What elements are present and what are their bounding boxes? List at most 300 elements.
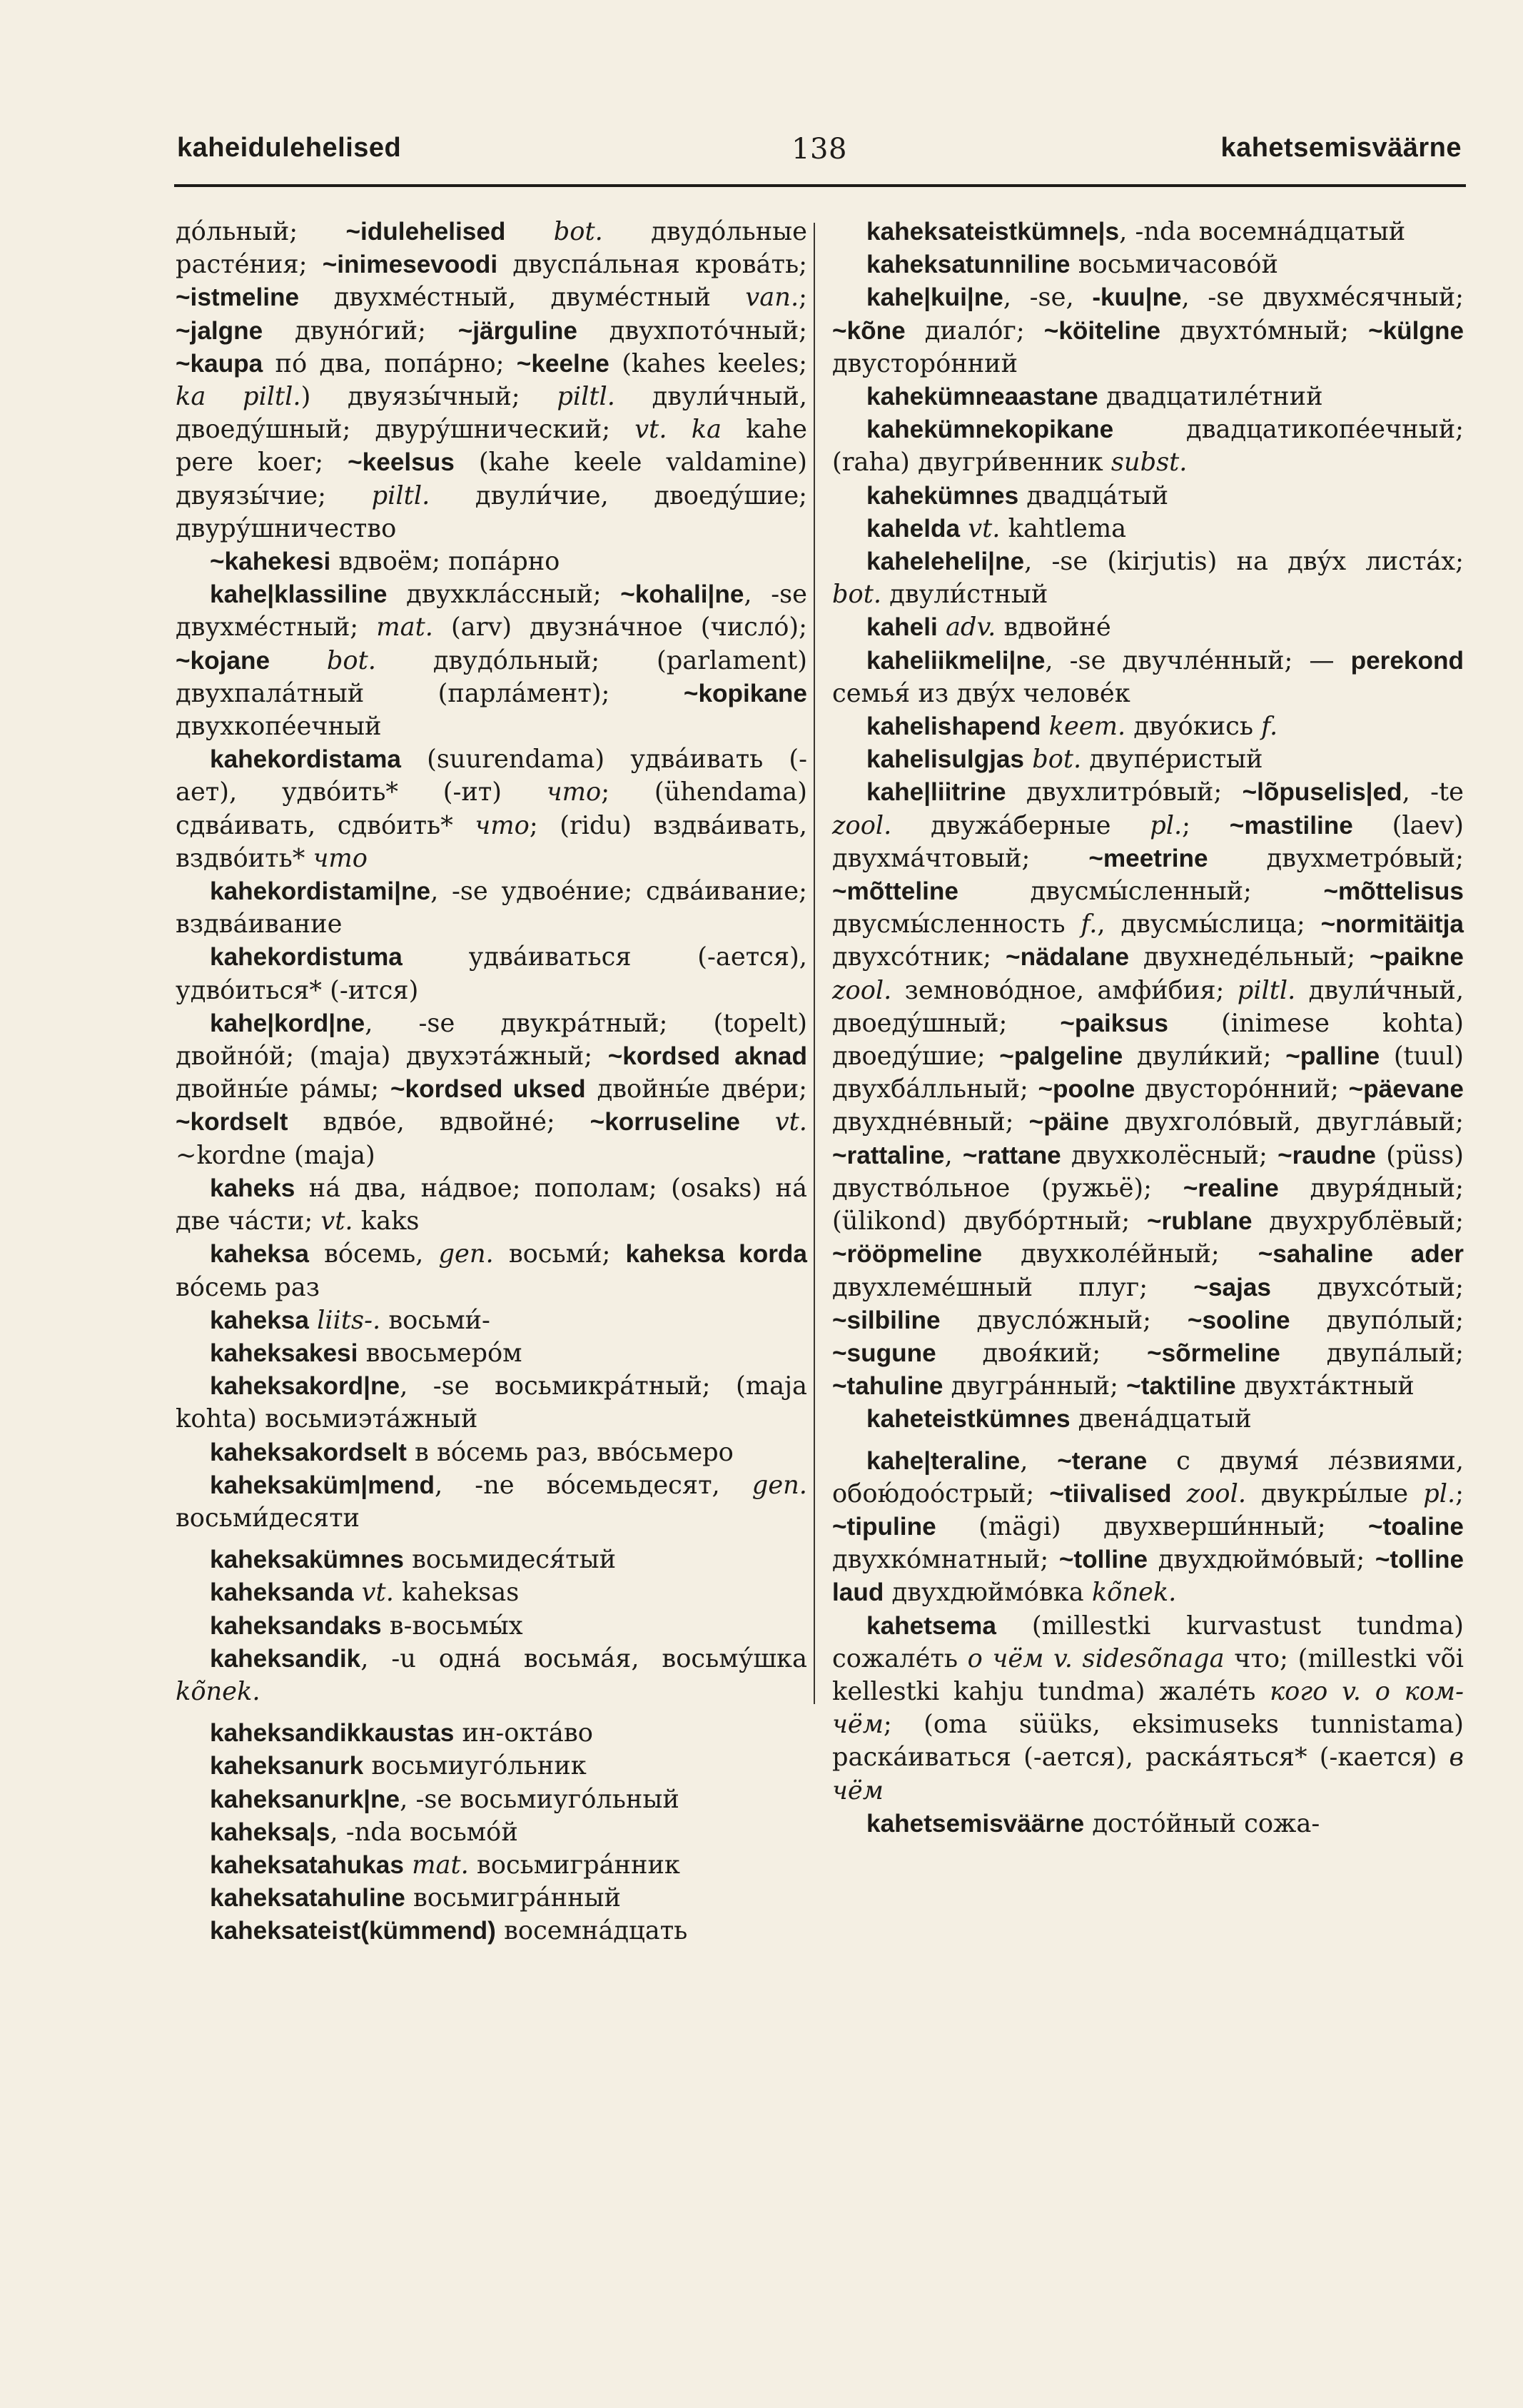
subentry-term: ~meetrine — [1088, 844, 1208, 872]
translation-text: , -se (kirjutis) на дву́х листа́х; — [1024, 547, 1464, 577]
translation-text: kahtlema — [1000, 513, 1127, 543]
grammar-label: что — [313, 843, 368, 873]
grammar-label: keem. — [1048, 712, 1126, 742]
headword: kaheksateist(kümmend) — [210, 1917, 496, 1945]
subentry-term: ~palgeline — [999, 1042, 1123, 1071]
translation-text: удва́иваться (-ается), удво́иться* (-ится) — [176, 942, 807, 1005]
translation-text: ; — [1455, 1478, 1464, 1508]
translation-text: что; (millestki või kellestki kahju tundma) жале́ть — [832, 1643, 1464, 1706]
page-number: 138 — [791, 133, 847, 166]
translation-text: по́ два, попа́рно; — [263, 348, 517, 378]
grammar-label: кого v. о ком-чём — [832, 1676, 1464, 1740]
grammar-label: vt. — [774, 1107, 807, 1137]
subentry-term: ~kordsed uksed — [390, 1075, 586, 1104]
translation-text: семья́ из дву́х челове́к — [832, 678, 1130, 708]
headword: kahekümnes — [866, 481, 1019, 510]
right-column — [832, 216, 1464, 1840]
translation-text: в во́семь раз, вво́сьмеро — [406, 1437, 734, 1467]
translation-text: двухсо́тый; — [1271, 1272, 1464, 1302]
translation-text: двугра́нный; — [943, 1371, 1127, 1401]
grammar-label: zool. — [832, 810, 892, 840]
dictionary-entry — [176, 1717, 807, 1750]
dictionary-entry — [176, 1882, 807, 1915]
dictionary-entry — [176, 1610, 807, 1643]
right-guideword: kahetsemisväärne — [1220, 133, 1462, 163]
dictionary-entry — [176, 1469, 807, 1535]
subentry-term: ~kojane — [176, 646, 270, 675]
translation-text: двупе́ристый — [1081, 745, 1263, 775]
grammar-label: mat. — [376, 613, 433, 643]
headword: kahekordistami|ne — [210, 877, 431, 906]
dictionary-entry — [176, 1436, 807, 1469]
subentry-term: ~mõtteline — [832, 877, 958, 906]
headword: kahelda — [866, 514, 961, 543]
subentry-term: ~kordselt — [176, 1108, 288, 1137]
translation-text: (millestki kurvastust tundma) сожале́ть — [832, 1611, 1464, 1673]
translation-text — [270, 646, 327, 675]
subentry-term: ~paikne — [1369, 943, 1464, 972]
subentry-term: ~tolline laud — [832, 1546, 1464, 1607]
dictionary-entry — [176, 545, 807, 578]
headword: kaheksatahuline — [210, 1884, 405, 1913]
grammar-label: что — [475, 810, 530, 840]
dictionary-entry — [832, 281, 1464, 381]
headword: kaheksakesi — [210, 1339, 358, 1367]
grammar-label: kõnek. — [176, 1676, 260, 1706]
subentry-term: ~idulehelised — [345, 218, 506, 246]
dictionary-entry — [176, 1238, 807, 1304]
headword: kaheleheli|ne — [866, 548, 1025, 576]
translation-text: двули́чный, двоеду́шный; двуру́шнический; — [176, 382, 807, 445]
translation-text: двухметро́вый; — [1208, 843, 1464, 873]
page-header — [177, 133, 1462, 183]
headword: kahe|kui|ne — [866, 283, 1003, 312]
grammar-label: bot. — [553, 217, 603, 246]
translation-text: двадцатикопе́ечный; (raha) двугри́венник — [832, 415, 1464, 478]
dictionary-entry — [832, 1808, 1464, 1840]
headword: kahe|teraline — [866, 1446, 1021, 1475]
translation-text: ин-окта́во — [454, 1718, 593, 1748]
dictionary-entry — [832, 248, 1464, 281]
headword: kaheksateistkümne|s — [866, 218, 1120, 246]
translation-text: двойны́е две́ри; — [585, 1074, 808, 1104]
translation-text: , -se двучле́нный; — — [1045, 645, 1351, 675]
headword: kahekordistuma — [210, 943, 403, 972]
subentry-term: ~silbiline — [832, 1306, 941, 1334]
grammar-label: о чём v. sidesõnaga — [967, 1643, 1225, 1673]
dictionary-entry — [176, 1576, 807, 1609]
translation-text: двуно́гий; — [263, 316, 458, 346]
subentry-term: ~jalgne — [176, 316, 263, 345]
subentry-term: ~rattane — [962, 1141, 1061, 1169]
translation-text — [938, 613, 946, 642]
subentry-term: ~mastiline — [1229, 811, 1353, 840]
translation-text: двудо́льный; (parlament) двухпала́тный (парла́мент); — [176, 645, 807, 708]
subentry-term: ~kahekesi — [210, 548, 331, 576]
translation-text: ) двуязы́чный; — [300, 382, 557, 412]
dictionary-entry — [176, 1370, 807, 1436]
translation-text: двухдюймо́вый; — [1148, 1545, 1375, 1575]
header-rule — [174, 184, 1466, 187]
translation-text: двухлеме́шный плуг; — [832, 1272, 1194, 1302]
translation-text: восьмичасово́й — [1070, 250, 1278, 280]
translation-text: двули́чный, двоеду́шный; — [832, 975, 1464, 1038]
grammar-label: pl. — [1423, 1478, 1456, 1508]
translation-text: во́семь раз — [176, 1272, 320, 1302]
grammar-label: vt. — [361, 1578, 394, 1608]
translation-text: двухголо́вый, двугла́вый; — [1109, 1107, 1464, 1137]
headword: kaheksandaks — [210, 1611, 382, 1640]
translation-text: с двумя́ ле́звиями, обою́доо́стрый; — [832, 1446, 1464, 1508]
grammar-label: piltl. — [557, 382, 615, 412]
headword: kaheksandikkaustas — [210, 1719, 455, 1748]
subentry-term: ~rublane — [1146, 1207, 1253, 1236]
translation-text: восемна́дцать — [495, 1916, 688, 1946]
translation-text: двадцатиле́тний — [1098, 382, 1323, 412]
translation-text: двуспа́льная крова́ть; — [497, 250, 807, 280]
dictionary-entry — [176, 1304, 807, 1337]
left-column — [176, 216, 807, 1948]
translation-text: ~kordne (maja) — [176, 1140, 375, 1170]
headword: kahekordistama — [210, 745, 401, 774]
translation-text: (laev) двухма́чтовый; — [832, 810, 1464, 873]
dictionary-entry — [176, 1643, 807, 1708]
translation-text: двухсо́тник; — [832, 942, 1006, 972]
translation-text: двусмы́сленность — [832, 910, 1081, 939]
subentry-term: ~kohali|ne — [620, 580, 744, 609]
headword: kaheksanurk — [210, 1752, 364, 1780]
dictionary-entry — [176, 1750, 807, 1783]
headword: kahekümneaastane — [866, 383, 1098, 411]
dictionary-entry — [832, 413, 1464, 479]
translation-text: двуо́кись — [1125, 712, 1262, 742]
subentry-term: ~päevane — [1348, 1075, 1464, 1104]
translation-text: диало́г; — [905, 316, 1044, 346]
grammar-label: bot. — [832, 580, 882, 610]
translation-text: двусло́жный; — [940, 1305, 1188, 1335]
headword: kaheksakümnes — [210, 1546, 404, 1574]
translation-text: двуря́дный; (ülikond) двубо́ртный; — [832, 1173, 1464, 1236]
dictionary-entry — [832, 381, 1464, 413]
translation-text: восьмигра́нный — [405, 1883, 621, 1913]
translation-text: двухкла́ссный; — [387, 580, 621, 610]
translation-text: вдвоём; попа́рно — [330, 547, 560, 577]
translation-text: двухпото́чный; — [577, 316, 807, 346]
translation-text: восьмигра́нник — [468, 1850, 680, 1880]
headword: kahe|klassiline — [210, 580, 388, 609]
translation-text: , -se двухме́стный; — [176, 580, 807, 643]
headword: kaheksanurk|ne — [210, 1785, 400, 1813]
subentry-term: ~normitäitja — [1320, 910, 1464, 939]
translation-text: (inimese kohta) двоеду́шие; — [832, 1008, 1464, 1072]
subentry-term: ~rööpmeline — [832, 1240, 983, 1269]
headword: kaheli — [866, 613, 938, 642]
translation-text: (kahes keeles; — [609, 348, 808, 378]
translation-text: во́семь, — [308, 1239, 439, 1269]
headword: kahe|kord|ne — [210, 1009, 365, 1037]
translation-text — [309, 1306, 317, 1335]
subentry-term: ~palline — [1285, 1042, 1380, 1071]
headword: kaheksa — [210, 1306, 309, 1334]
grammar-label: bot. — [1032, 745, 1082, 775]
subentry-term: ~keelsus — [348, 448, 455, 477]
translation-text: , -se двухме́сячный; — [1181, 283, 1464, 313]
grammar-label: vt. ka — [634, 415, 722, 445]
dictionary-entry — [832, 1445, 1464, 1610]
translation-text: , -se двукра́тный; (topelt) двойно́й; (maja) двухэта́жный; — [176, 1008, 807, 1072]
headword: kaheksa — [210, 1240, 309, 1269]
translation-text: двусмы́сленный; — [958, 877, 1324, 907]
dictionary-entry — [176, 1007, 807, 1172]
subentry-term: ~tahuline — [832, 1372, 943, 1401]
translation-text — [1024, 745, 1032, 774]
left-guideword: kaheidulehelised — [177, 133, 402, 163]
translation-text: до́льный; — [176, 217, 346, 246]
column-divider — [814, 223, 815, 1704]
translation-text — [505, 217, 553, 246]
dictionary-entry — [176, 1816, 807, 1849]
translation-text: , -ne во́семьдесят, — [434, 1470, 752, 1500]
subentry-term: ~külgne — [1368, 316, 1464, 345]
subentry-term: ~päine — [1028, 1108, 1110, 1137]
translation-text: kaheksas — [393, 1578, 520, 1608]
headword: kaheksa|s — [210, 1818, 330, 1846]
subentry-term: ~tipuline — [832, 1512, 936, 1541]
translation-text — [1041, 712, 1048, 741]
translation-text: восьми́десяти — [176, 1503, 360, 1533]
translation-text: двухрублёвый; — [1252, 1206, 1464, 1236]
grammar-label: zool. — [1186, 1478, 1247, 1508]
headword: kaheteistkümnes — [866, 1405, 1071, 1434]
dictionary-entry — [176, 1172, 807, 1238]
dictionary-entry — [176, 1337, 807, 1370]
translation-text: вдво́е, вдвойне́; — [288, 1107, 590, 1137]
dictionary-entry — [832, 216, 1464, 248]
translation-text: двоя́кий; — [936, 1338, 1148, 1368]
grammar-label: ka piltl. — [176, 382, 301, 412]
translation-text: двухта́ктный — [1235, 1371, 1415, 1401]
translation-text: восьми́; — [493, 1239, 626, 1269]
translation-text: двадца́тый — [1018, 480, 1169, 510]
grammar-label: mat. — [412, 1850, 469, 1880]
subentry-term: ~taktiline — [1126, 1372, 1236, 1401]
subentry-term: ~inimesevoodi — [322, 251, 498, 279]
subentry-term: ~terane — [1057, 1446, 1148, 1475]
subentry-term: ~rattaline — [832, 1141, 945, 1169]
translation-text: двукры́лые — [1246, 1478, 1424, 1508]
subentry-term: ~keelne — [516, 349, 609, 378]
subentry-term: perekond — [1350, 646, 1464, 675]
headword: kaheksatahukas — [210, 1850, 404, 1879]
headword: kahe|liitrine — [866, 778, 1006, 807]
translation-text: в-восьмы́х — [381, 1611, 523, 1641]
grammar-label: zool. — [832, 975, 892, 1005]
subentry-term: ~kõne — [832, 316, 906, 345]
translation-text: (kahe keele valdamine) двуязы́чие; — [176, 448, 807, 510]
translation-text: , -se восьмикра́тный; (maja kohta) восьмиэта́жный — [176, 1371, 807, 1434]
translation-text: двухме́стный, двуме́стный — [299, 283, 746, 313]
subentry-term: ~korruseline — [590, 1108, 740, 1137]
headword: kaheks — [210, 1174, 295, 1202]
translation-text: вдвойне́ — [996, 613, 1111, 643]
dictionary-entry — [832, 743, 1464, 776]
translation-text: восьми́- — [380, 1305, 490, 1335]
dictionary-entry — [176, 578, 807, 743]
grammar-label: gen. — [752, 1470, 807, 1500]
dictionary-entry — [176, 1915, 807, 1948]
translation-text: двудо́льные расте́ния; — [176, 217, 807, 280]
translation-text: двухко́мнатный; — [832, 1545, 1059, 1575]
dictionary-entry — [832, 1403, 1464, 1436]
translation-text: восьмиуго́льник — [363, 1751, 587, 1781]
translation-text: двухдне́вный; — [832, 1107, 1029, 1137]
grammar-label: gen. — [438, 1239, 494, 1269]
subentry-term: ~sõrmeline — [1147, 1339, 1280, 1367]
subentry-term: ~kopikane — [683, 679, 807, 707]
grammar-label: adv. — [945, 613, 996, 643]
translation-text: , -se удвое́ние; сдва́ивание; вздва́ивание — [176, 877, 807, 939]
dictionary-entry — [176, 1543, 807, 1576]
headword: kahekümnekopikane — [866, 415, 1114, 444]
translation-text: двухто́мный; — [1160, 316, 1369, 346]
grammar-label: van. — [745, 283, 799, 313]
headword: kahetsemisväärne — [866, 1809, 1085, 1838]
dictionary-entry — [832, 513, 1464, 545]
subentry-term: ~lõpuselis|ed — [1242, 778, 1402, 807]
translation-text: , -u одна́ восьма́я, восьму́шка — [360, 1643, 807, 1673]
headword: kaheksakordselt — [210, 1438, 407, 1466]
translation-text: ; — [1182, 810, 1230, 840]
headword: kahelisulgjas — [866, 745, 1025, 774]
translation-text: (püss) двуство́льное (ружьё); — [832, 1140, 1464, 1203]
grammar-label: pl. — [1150, 810, 1183, 840]
headword: kaheksanda — [210, 1578, 354, 1607]
subentry-term: ~kordsed aknad — [607, 1042, 807, 1071]
translation-text: , -se восьмиуго́льный — [400, 1784, 679, 1814]
grammar-label: piltl. — [371, 480, 430, 510]
headword: kaheksakord|ne — [210, 1372, 400, 1401]
dictionary-entry — [176, 216, 807, 545]
dictionary-entry — [832, 480, 1464, 513]
grammar-label: piltl. — [1237, 975, 1296, 1005]
grammar-label: subst. — [1110, 448, 1188, 478]
translation-text — [353, 1578, 361, 1607]
subentry-term: ~toaline — [1368, 1512, 1464, 1541]
dictionary-entry — [176, 1783, 807, 1816]
subentry-term: ~poolne — [1038, 1075, 1135, 1104]
dictionary-entry — [832, 710, 1464, 743]
translation-text: двули́стный — [881, 580, 1048, 610]
translation-text: , -te — [1402, 777, 1464, 807]
grammar-label: vt. — [320, 1206, 353, 1236]
translation-text — [960, 514, 968, 543]
grammar-label: liits-. — [317, 1305, 381, 1335]
grammar-label: в чём — [832, 1743, 1464, 1805]
dictionary-entry — [832, 545, 1464, 611]
translation-text: (arv) двузна́чное (число́); — [432, 613, 807, 643]
subentry-term: ~köiteline — [1043, 316, 1161, 345]
translation-text: ввосьмеро́м — [358, 1338, 522, 1368]
headword: kaheksatunniline — [866, 251, 1071, 279]
headword: kaheksandik — [210, 1644, 361, 1673]
translation-text: двули́чие, двоеду́шие; двуру́шничество — [176, 480, 808, 543]
subentry-term: ~nädalane — [1006, 943, 1130, 972]
subentry-term: ~sugune — [832, 1339, 936, 1367]
headword: kaheksaküm|mend — [210, 1471, 435, 1499]
subentry-term: -kuu|ne — [1092, 283, 1182, 312]
translation-text — [740, 1107, 775, 1137]
translation-text: (tuul) двухба́лльный; — [832, 1042, 1464, 1104]
subentry-term: ~tiivalised — [1049, 1479, 1172, 1508]
subentry-term: ~realine — [1183, 1174, 1279, 1202]
translation-text: двухдюймо́вка — [884, 1578, 1092, 1608]
subentry-term: ~järguline — [457, 316, 577, 345]
translation-text: , -se, — [1003, 283, 1093, 313]
grammar-label: что — [546, 777, 602, 807]
grammar-label: vt. — [968, 513, 1001, 543]
dictionary-entry — [176, 743, 807, 875]
subentry-term: ~sahaline ader — [1258, 1240, 1464, 1269]
subentry-term: kaheksa korda — [625, 1240, 807, 1269]
dictionary-entry — [176, 875, 807, 941]
translation-text: , — [944, 1140, 963, 1170]
translation-text: , -nda восьмо́й — [330, 1817, 518, 1847]
translation-text: досто́йный сожа- — [1084, 1808, 1320, 1838]
translation-text: двусторо́нний — [832, 348, 1018, 378]
translation-text: двухлитро́вый; — [1006, 777, 1243, 807]
translation-text: (mägi) двухверши́нный; — [936, 1511, 1369, 1541]
translation-text: двухкопе́ечный — [176, 712, 382, 742]
dictionary-entry — [832, 1610, 1464, 1808]
translation-text — [1172, 1479, 1187, 1508]
translation-text: восьмидеся́тый — [403, 1545, 617, 1575]
translation-text: ; — [799, 283, 807, 313]
dictionary-entry — [176, 1849, 807, 1882]
subentry-term: ~istmeline — [176, 283, 300, 312]
translation-text: двули́кий; — [1123, 1042, 1286, 1072]
subentry-term: ~paiksus — [1060, 1009, 1168, 1037]
subentry-term: ~raudne — [1277, 1141, 1376, 1169]
subentry-term: ~sooline — [1187, 1306, 1290, 1334]
headword: kahelishapend — [866, 712, 1041, 741]
translation-text: двухколёсный; — [1061, 1140, 1278, 1170]
translation-text: ; (ühendama) сдва́ивать, сдво́ить* — [176, 777, 807, 840]
translation-text: ; (ridu) вздва́ивать, вздво́ить* — [176, 810, 807, 873]
translation-text — [404, 1850, 412, 1880]
translation-text: (suurendama) удва́ивать (-ает), удво́ить* (-ит) — [176, 745, 807, 807]
translation-text: двена́дцатый — [1070, 1404, 1252, 1434]
dictionary-entry — [832, 645, 1464, 710]
translation-text: двупо́лый; — [1290, 1305, 1464, 1335]
subentry-term: ~sajas — [1193, 1273, 1271, 1301]
translation-text: двужа́берные — [891, 810, 1150, 840]
grammar-label: f. — [1261, 712, 1278, 742]
translation-text: ; (oma süüks, eksimuseks tunnistama) раска́иваться (-ается), раска́яться* (-кается) — [832, 1710, 1464, 1773]
translation-text: , — [1020, 1446, 1058, 1476]
subentry-term: ~mõttelisus — [1323, 877, 1464, 906]
translation-text: двухколе́йный; — [982, 1239, 1258, 1269]
translation-text: двухнеде́льный; — [1129, 942, 1370, 972]
translation-text: kahe pere koer; — [176, 415, 807, 478]
headword: kaheliikmeli|ne — [866, 646, 1046, 675]
translation-text: kaks — [353, 1206, 420, 1236]
translation-text: , -nda восемна́дцатый — [1119, 217, 1406, 246]
translation-text: двупа́лый; — [1280, 1338, 1464, 1368]
subentry-term: ~tolline — [1058, 1546, 1148, 1574]
translation-text: на́ два, на́двое; пополам; (osaks) на́ две ча́сти; — [176, 1173, 807, 1236]
headword: kahetsema — [866, 1611, 996, 1640]
dictionary-entry — [832, 776, 1464, 1403]
